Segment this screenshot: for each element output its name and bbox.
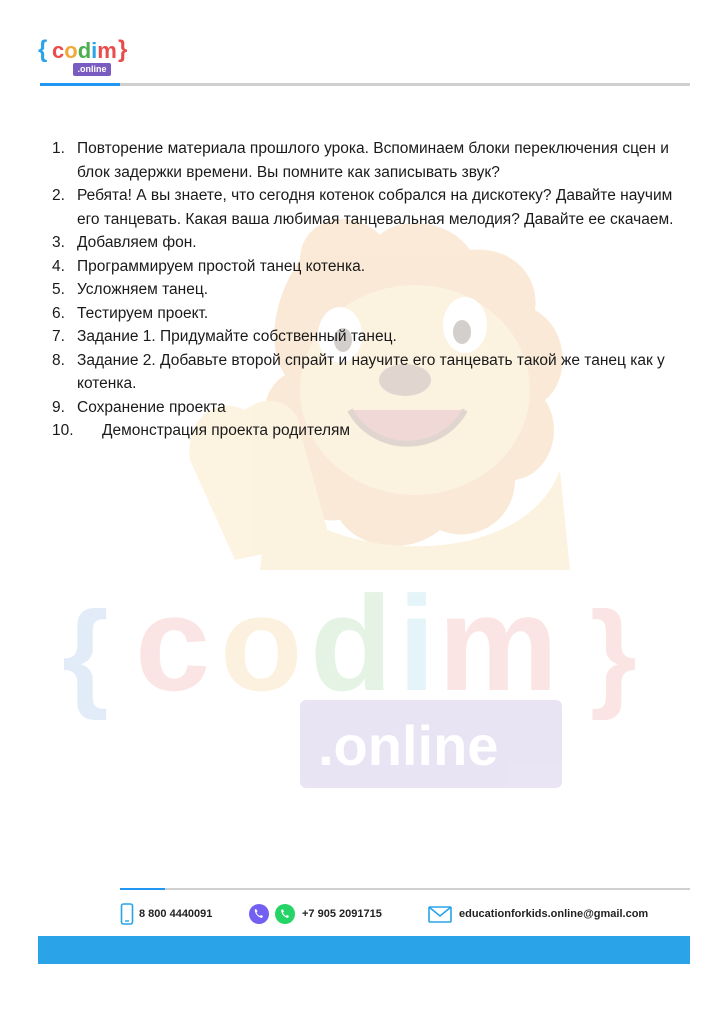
list-item-text: Усложняем танец. bbox=[77, 281, 209, 298]
list-item-text: Задание 2. Добавьте второй спрайт и научите его танцевать такой же танец как у котенка. bbox=[77, 351, 665, 392]
logo-brace-left: { bbox=[38, 36, 48, 63]
email-address[interactable]: educationforkids.online@gmail.com bbox=[459, 908, 649, 920]
list-item bbox=[52, 255, 692, 279]
svg-text:m: m bbox=[438, 568, 559, 719]
svg-text:o: o bbox=[220, 568, 303, 719]
list-item-number: 4. bbox=[52, 257, 65, 275]
list-item-number: 7. bbox=[52, 328, 65, 345]
footer-messengers bbox=[248, 900, 382, 928]
list-item bbox=[52, 349, 692, 396]
logo-word: codim bbox=[52, 38, 117, 63]
svg-text:c: c bbox=[135, 568, 211, 719]
footer-divider bbox=[120, 888, 690, 890]
svg-text:{: { bbox=[62, 587, 109, 721]
big-logo-watermark bbox=[62, 568, 637, 788]
footer-phone bbox=[120, 900, 212, 928]
list-item bbox=[52, 325, 692, 349]
footer-email bbox=[428, 900, 648, 928]
footer-contacts bbox=[118, 900, 678, 928]
email-icon bbox=[428, 906, 452, 923]
list-item-text: Тестируем проект. bbox=[77, 304, 209, 322]
whatsapp-icon bbox=[274, 903, 296, 925]
list-item-text: Программируем простой танец котенка. bbox=[77, 257, 366, 275]
logo-brace-right: } bbox=[118, 36, 128, 63]
svg-text:}: } bbox=[590, 587, 637, 721]
phone-number[interactable]: 8 800 4440091 bbox=[139, 908, 213, 920]
list-item-number: 1. bbox=[52, 140, 65, 157]
list-item bbox=[52, 137, 692, 184]
list-item-text: Повторение материала прошлого урока. Вспоминаем блоки переключения сцен и блок задержки времени. Вы помните как записывать звук? bbox=[77, 140, 669, 181]
header-divider bbox=[40, 83, 690, 86]
list-item-text: Сохранение проекта bbox=[77, 398, 226, 416]
list-item bbox=[52, 278, 692, 302]
list-item-text: Добавляем фон. bbox=[77, 234, 197, 251]
list-item-number: 3. bbox=[52, 234, 65, 251]
svg-text:i: i bbox=[398, 568, 436, 719]
list-item-number: 10. bbox=[52, 422, 74, 439]
svg-text:d: d bbox=[310, 568, 393, 719]
list-item-text: Задание 1. Придумайте собственный танец. bbox=[77, 328, 397, 345]
svg-text:.online: .online bbox=[318, 714, 499, 777]
footer-bar bbox=[38, 936, 690, 964]
list-item-number: 6. bbox=[52, 304, 65, 322]
lesson-plan-list bbox=[52, 137, 692, 443]
list-item bbox=[52, 419, 692, 443]
list-item bbox=[52, 184, 692, 231]
list-item-number: 2. bbox=[52, 187, 65, 204]
list-item-text: Демонстрация проекта родителям bbox=[102, 422, 351, 439]
list-item bbox=[52, 302, 692, 326]
list-item-number: 8. bbox=[52, 351, 65, 369]
list-item bbox=[52, 231, 692, 255]
mobile-number[interactable]: +7 905 2091715 bbox=[302, 908, 382, 920]
list-item-text: Ребята! А вы знаете, что сегодня котенок собрался на дискотеку? Давайте научим его танцевать. Какая ваша любимая танцевальная мелодия? Давайте ее скачаем. bbox=[77, 187, 674, 228]
list-item-number: 9. bbox=[52, 398, 65, 416]
list-item-number: 5. bbox=[52, 281, 65, 298]
phone-icon bbox=[120, 903, 134, 925]
codim-logo bbox=[38, 38, 138, 80]
viber-icon bbox=[248, 903, 270, 925]
list-item bbox=[52, 396, 692, 420]
logo-online-badge: .online bbox=[73, 63, 111, 76]
